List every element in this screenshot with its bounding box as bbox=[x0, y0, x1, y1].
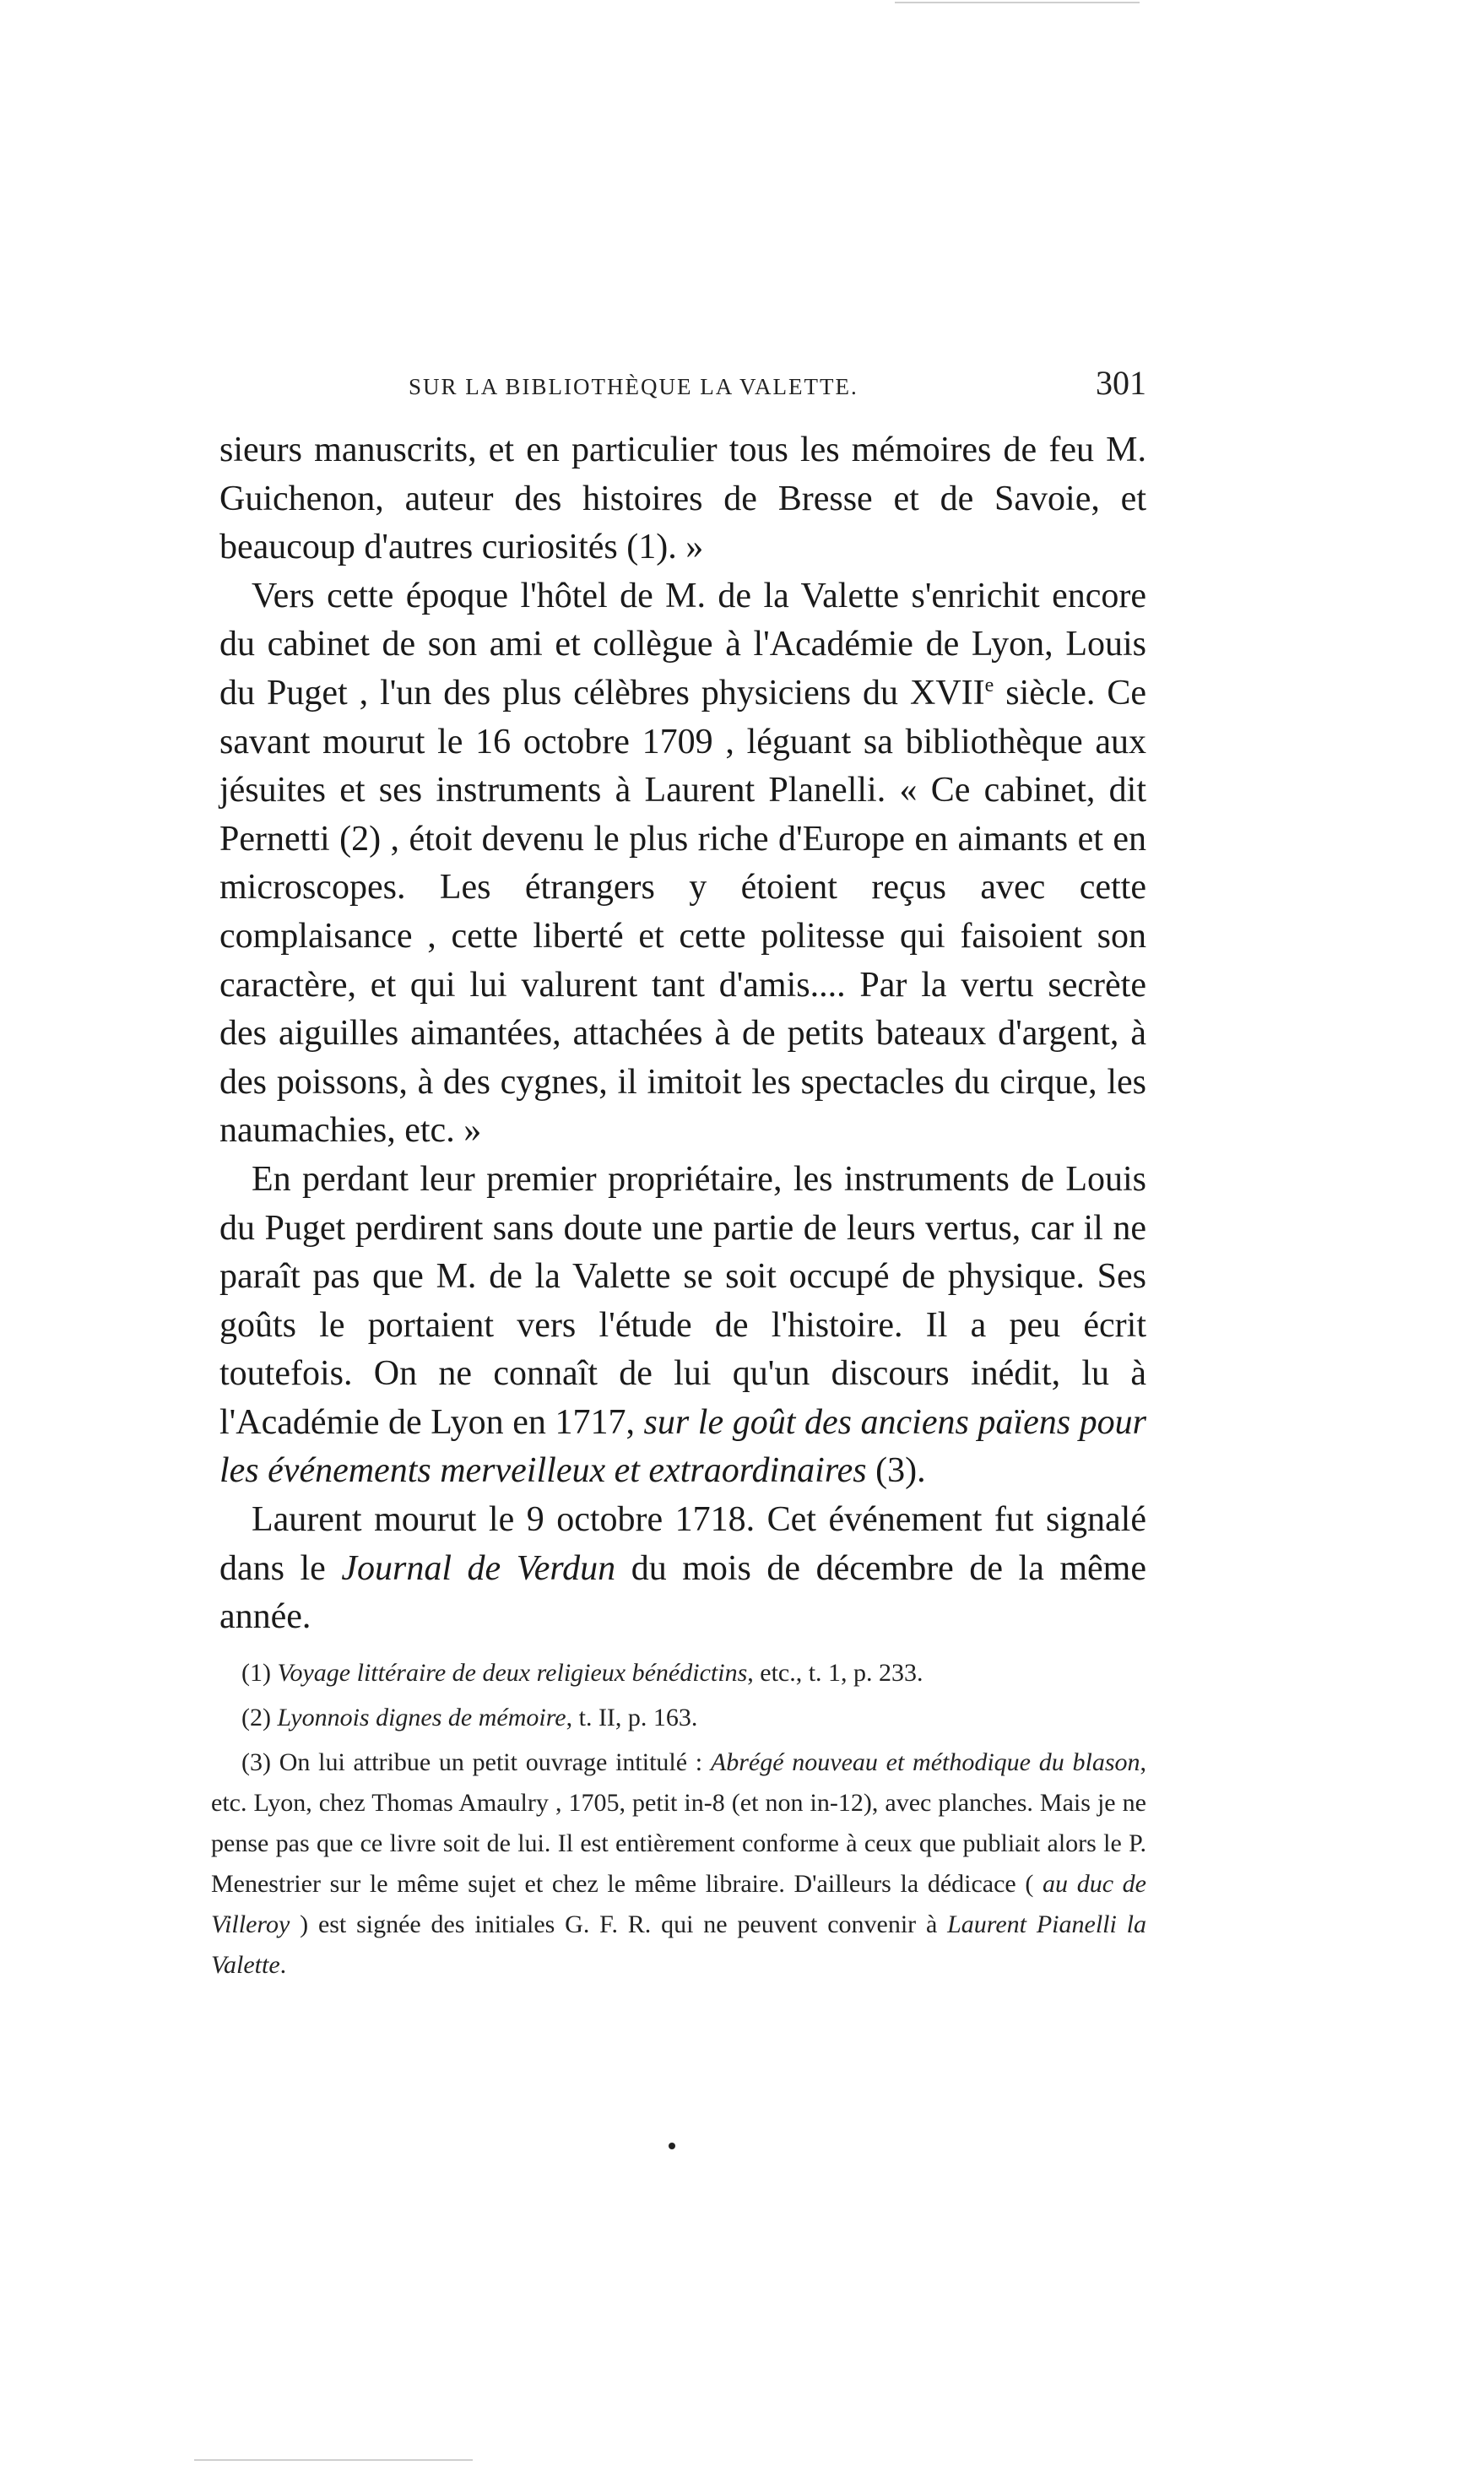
footnote-2-title: Lyonnois dignes de mémoire bbox=[277, 1704, 566, 1731]
footnote-3-text-c: ) est signée des initiales G. F. R. qui ne peuvent convenir à bbox=[290, 1910, 948, 1938]
paragraph-4 bbox=[219, 1496, 1146, 1642]
footnote-3-dedicatee: au duc de Villeroy bbox=[211, 1870, 1146, 1938]
paragraph-2-text-a: Vers cette époque l'hôtel de M. de la Valette s'enrichit encore du cabinet de son ami et collègue à l'Académie de Lyon, Louis du Puget , l'un des plus célèbres physiciens du XVII bbox=[219, 576, 1146, 713]
footnote-3-title: Abrégé nouveau et méthodique du blason bbox=[710, 1748, 1140, 1776]
footnote-2 bbox=[211, 1698, 1146, 1738]
paragraph-3-text-a: En perdant leur premier propriétaire, les instruments de Louis du Puget perdirent sans doute une partie de leurs vertus, car il ne paraît pas que M. de la Valette se soit occupé de physique. Ses goûts le portaient vers l'étude de l'histoire. Il a peu écrit toutefois. On ne connaît de lui qu'un discours inédit, lu à l'Académie de Lyon en 1717, bbox=[219, 1159, 1146, 1442]
paragraph-4-text-a: Laurent mourut le 9 octobre 1718. Cet événement fut signalé dans le bbox=[219, 1500, 1146, 1588]
footnote-2-number: (2) bbox=[241, 1704, 278, 1731]
paragraph-2 bbox=[219, 572, 1146, 1156]
paragraph-4-text-b: du mois de décembre de la même année. bbox=[219, 1548, 1146, 1637]
scan-edge-top bbox=[895, 2, 1140, 3]
paragraph-2-text-b: siècle. Ce savant mourut le 16 octobre 1709 , léguant sa bibliothèque aux jésuites et ses instruments à Laurent Planelli. « Ce cabinet, dit Pernetti (2) , étoit devenu le plus riche d'Europe en aimants et en microscopes. Les étrangers y étoient reçus avec cette complaisance , cette liberté et cette politesse qui faisoient son caractère, et qui lui valurent tant d'amis.... Par la vertu secrète des aiguilles aimantées, attachées à de petits bateaux d'argent, à des poissons, à des cygnes, il imitoit les spectacles du cirque, les naumachies, etc. » bbox=[219, 673, 1146, 1151]
superscript-e: e bbox=[984, 674, 994, 696]
footnote-1 bbox=[211, 1653, 1146, 1693]
footnote-3 bbox=[211, 1742, 1146, 1986]
paragraph-1: sieurs manuscrits, et en particulier tous les mémoires de feu M. Guichenon, auteur des histoires de Bresse et de Savoie, et beaucoup d'autres curiosités (1). » bbox=[219, 431, 1146, 567]
running-head bbox=[219, 363, 1146, 403]
footnote-1-rest: , etc., t. 1, p. 233. bbox=[747, 1659, 923, 1687]
footnote-3-text-b: , etc. Lyon, chez Thomas Amaulry , 1705, petit in-8 (et non in-12), avec planches. Mais je ne pense pas que ce livre soit de lui. Il est entièrement conforme à ceux que publiait alors le P. Menestrier sur le même sujet et chez le même libraire. D'ailleurs la dédicace ( bbox=[211, 1748, 1146, 1898]
body-text bbox=[219, 426, 1146, 1642]
footnote-1-title: Voyage littéraire de deux religieux bénédictins bbox=[277, 1659, 748, 1687]
paragraph-3-text-b: (3). bbox=[866, 1451, 926, 1491]
footnote-3-text-a: (3) On lui attribue un petit ouvrage intitulé : bbox=[241, 1748, 711, 1776]
running-title: SUR LA BIBLIOTHÈQUE LA VALETTE. bbox=[409, 374, 858, 399]
footnotes bbox=[211, 1653, 1146, 1990]
footnote-3-text-d: . bbox=[279, 1951, 287, 1979]
journal-title: Journal de Verdun bbox=[341, 1548, 616, 1588]
paragraph-3 bbox=[219, 1156, 1146, 1496]
footnote-1-number: (1) bbox=[241, 1659, 278, 1687]
page-number: 301 bbox=[1096, 364, 1146, 402]
discourse-title: sur le goût des anciens païens pour les événements merveilleux et extraordinaires bbox=[219, 1402, 1147, 1491]
scan-edge-bottom bbox=[194, 2459, 473, 2461]
footnote-2-rest: , t. II, p. 163. bbox=[566, 1704, 698, 1731]
footnote-3-name: Laurent Pianelli la Valette bbox=[211, 1910, 1146, 1979]
printer-mark bbox=[669, 2143, 675, 2149]
